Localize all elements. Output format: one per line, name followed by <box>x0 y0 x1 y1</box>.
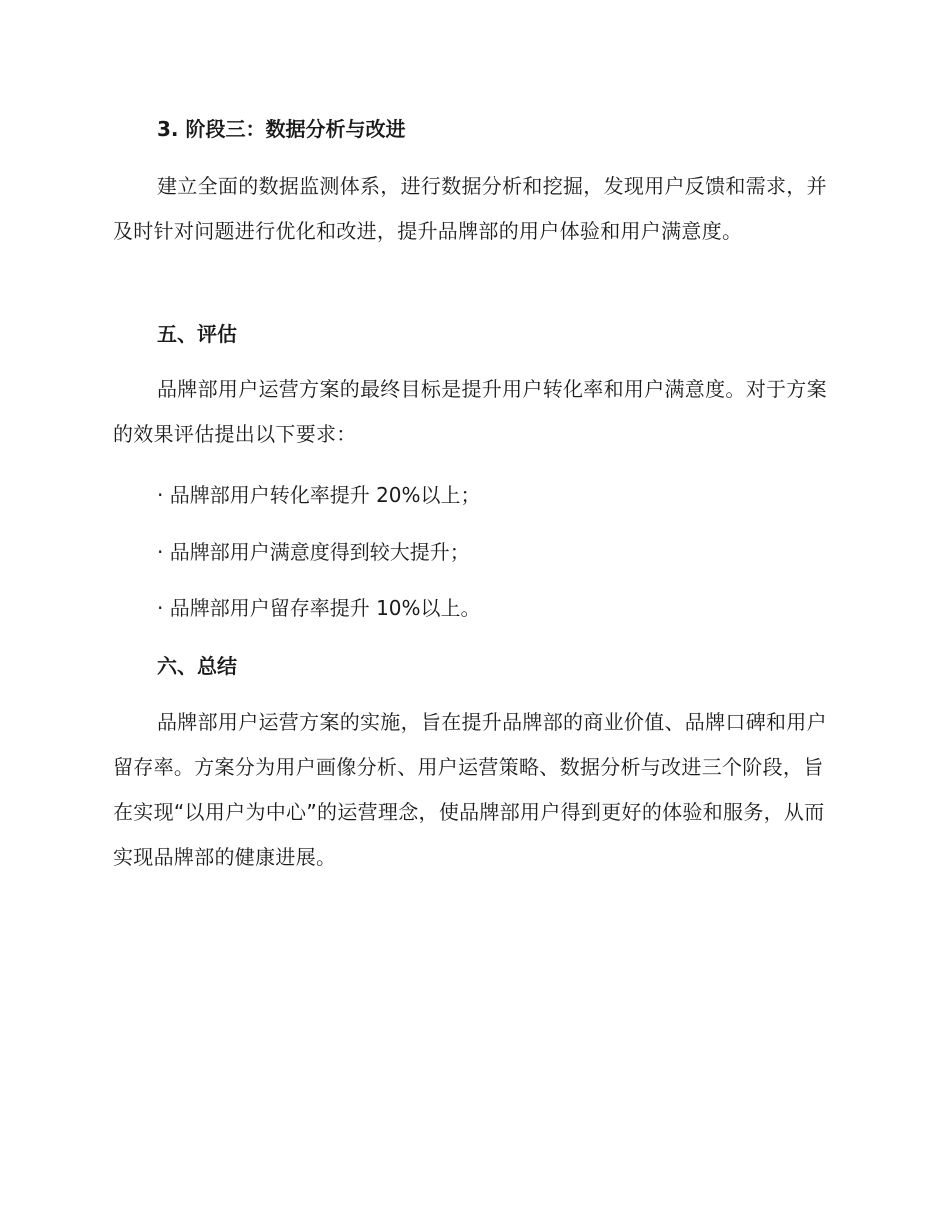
evaluation-bullet-conversion: · 品牌部用户转化率提升 20%以上； <box>157 483 481 507</box>
evaluation-bullet-retention: · 品牌部用户留存率提升 10%以上。 <box>157 596 481 620</box>
evaluation-heading: 五、评估 <box>157 322 237 346</box>
summary-paragraph: 品牌部用户运营方案的实施，旨在提升品牌部的商业价值、品牌口碑和用户留存率。方案分为用户画像分析、用户运营策略、数据分析与改进三个阶段，旨在实现“以用户为中心”的运营理念，使品牌部用户得到更好的体验和服务，从而实现品牌部的健康进展。 <box>113 710 827 869</box>
stage3-heading: 3. 阶段三：数据分析与改进 <box>157 117 406 141</box>
stage3-paragraph: 建立全面的数据监测体系，进行数据分析和挖掘，发现用户反馈和需求，并及时针对问题进行优化和改进，提升品牌部的用户体验和用户满意度。 <box>113 174 827 243</box>
summary-heading: 六、总结 <box>157 654 237 678</box>
evaluation-paragraph: 品牌部用户运营方案的最终目标是提升用户转化率和用户满意度。对于方案的效果评估提出以下要求： <box>113 377 827 446</box>
evaluation-bullet-satisfaction: · 品牌部用户满意度得到较大提升； <box>157 540 470 564</box>
